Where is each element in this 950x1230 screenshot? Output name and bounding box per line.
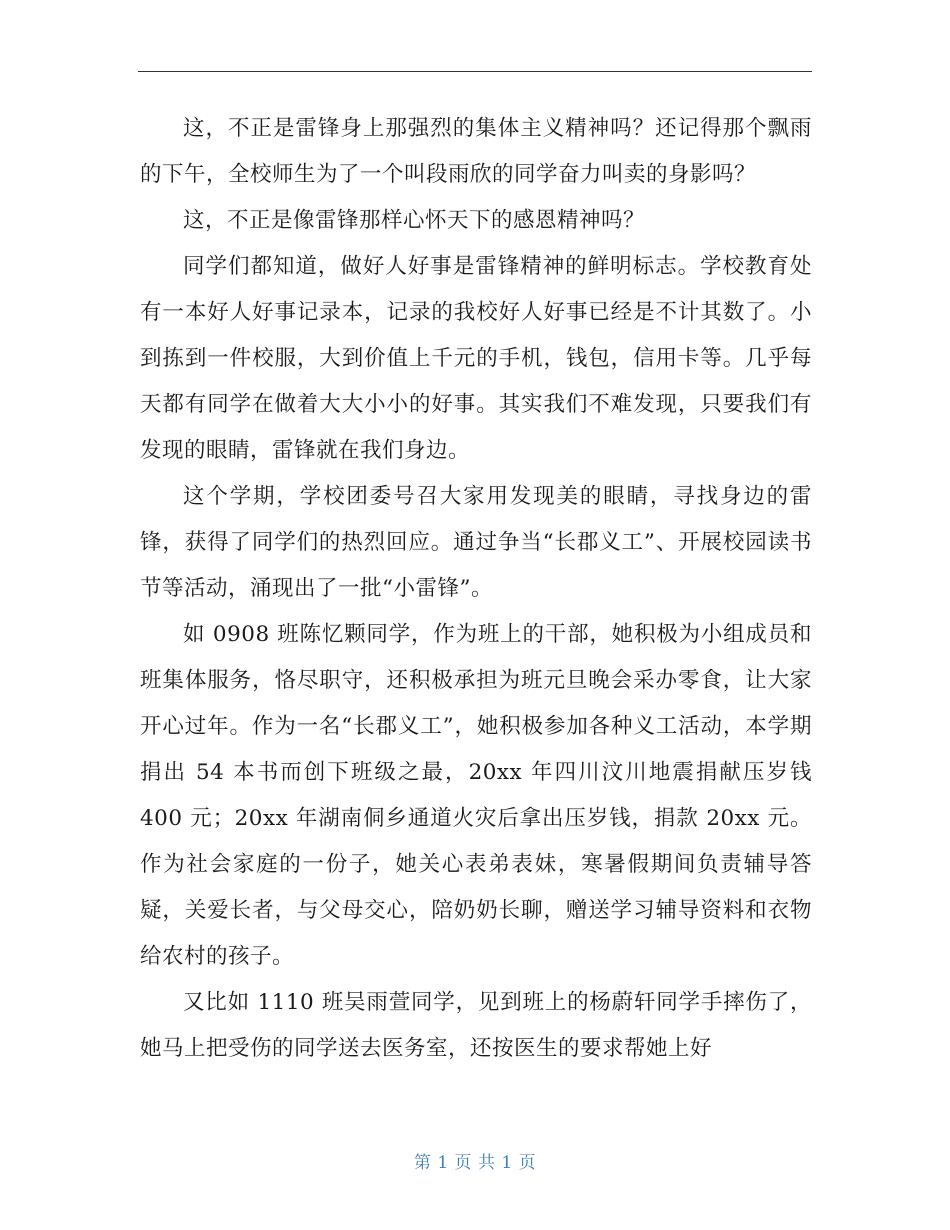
paragraph-2: 这，不正是像雷锋那样心怀天下的感恩精神吗？ xyxy=(183,208,646,233)
paragraph-5: 如 0908 班陈忆颗同学，作为班上的干部，她积极为小组成员和班集体服务，恪尽职守，还积极承担为班元旦晚会采办零食，让大家开心过年。作为一名“长郡义工”，她积极参加各种义工活动，本学期捐出 54 本书而创下班级之最，20xx 年四川汶川地震捐献压岁钱 400 元；20xx 年湖南侗乡通道火灾后拿出压岁钱，捐款 20xx 元。作为社会家庭的一份子，她关心表弟表妹，寒暑假期间负责辅导答疑，关爱长者，与父母交心，陪奶奶长聊，赠送学习辅导资料和衣物给农村的孩子。 xyxy=(140,622,812,969)
paragraph-3: 同学们都知道，做好人好事是雷锋精神的鲜明标志。学校教育处有一本好人好事记录本，记录的我校好人好事已经是不计其数了。小到拣到一件校服，大到价值上千元的手机，钱包，信用卡等。几乎每天都有同学在做着大大小小的好事。其实我们不难发现，只要我们有发现的眼睛，雷锋就在我们身边。 xyxy=(140,254,812,463)
page-footer xyxy=(0,1148,950,1173)
document-body xyxy=(140,106,812,1072)
header-rule xyxy=(138,71,812,72)
paragraph-1: 这，不正是雷锋身上那强烈的集体主义精神吗？还记得那个飘雨的下午，全校师生为了一个叫段雨欣的同学奋力叫卖的身影吗？ xyxy=(140,116,812,187)
page-number-label: 第 1 页 共 1 页 xyxy=(413,1153,537,1173)
paragraph-4: 这个学期，学校团委号召大家用发现美的眼睛，寻找身边的雷锋，获得了同学们的热烈回应。通过争当“长郡义工”、开展校园读书节等活动，涌现出了一批“小雷锋”。 xyxy=(140,484,812,601)
paragraph-6: 又比如 1110 班吴雨萱同学，见到班上的杨蔚轩同学手摔伤了，她马上把受伤的同学送去医务室，还按医生的要求帮她上好 xyxy=(140,990,812,1061)
